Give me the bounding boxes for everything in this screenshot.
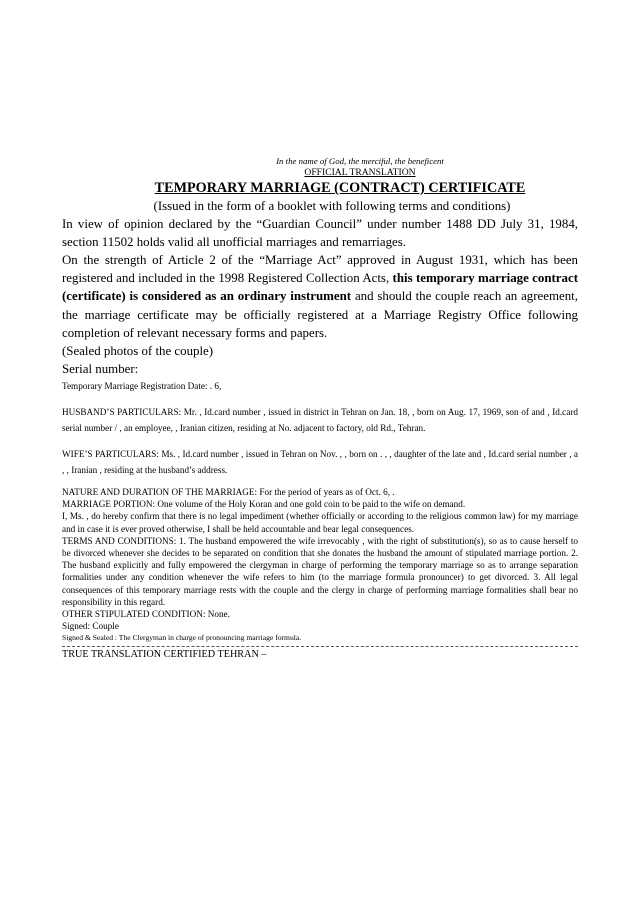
clergyman-signature: Signed & Sealed : The Clergyman in charge of pronouncing marriage formula. — [62, 633, 302, 643]
certificate-text — [62, 156, 578, 662]
marriage-act-paragraph — [62, 251, 578, 341]
dashed-divider — [62, 646, 578, 647]
certification-line: TRUE TRANSLATION CERTIFIED TEHRAN – — [62, 649, 267, 661]
marriage-portion: MARRIAGE PORTION: One volume of the Holy Koran and one gold coin to be paid to the wife on demand. — [62, 499, 466, 510]
husband-particulars: HUSBAND’S PARTICULARS: Mr. , Id.card number , issued in district in Tehran on Jan. 18, , born on Aug. 17, 1969, son of and , Id.card serial number / , an employee, , Iranian citizen, residing at No. adjacent to factory, old Rd., Tehran. — [62, 406, 578, 433]
terms-and-conditions: TERMS AND CONDITIONS: 1. The husband empowered the wife irrevocably , with the right of substitution(s), so as to cause herself to be divorced whenever she decides to be separated on condition that she donates the husband the amount of stipulated marriage portion. 2. The husband explicitly and fully empowered the clergyman in charge of performing the temporary marriage so as to arrange separation formalities under any condition whenever the wife refers to him (to the marriage formula pronouncer) to get divorced. 3. All legal consequences of this temporary marriage rests with the couple and the clergy in charge of performing marriage formalities shall bear no responsibility in this regard. — [62, 535, 578, 607]
serial-number-label: Serial number: — [62, 361, 139, 376]
wife-confirmation: I, Ms. , do hereby confirm that there is no legal impediment (whether officially or according to the religious common law) for my marriage and in case it is ever proved otherwise, I shall be held accountable and bear legal consequences. — [62, 511, 578, 534]
registration-date: Temporary Marriage Registration Date: . 6, — [62, 380, 222, 391]
sealed-photos-note: (Sealed photos of the couple) — [62, 343, 214, 358]
guardian-council-paragraph: In view of opinion declared by the “Guardian Council” under number 1488 DD July 31, 1984, section 11502 holds valid all unofficial marriages and remarriages. — [62, 217, 578, 250]
signed-couple: Signed: Couple — [62, 621, 119, 632]
invocation-line: In the name of God, the merciful, the beneficent — [276, 156, 444, 166]
other-conditions: OTHER STIPULATED CONDITION: None. — [62, 608, 230, 619]
marriage-act-text-bold: this temporary marriage contract (certificate) is considered as an ordinary instrument — [62, 271, 578, 304]
marriage-act-text-start: On the strength of Article 2 of the “Marriage Act” approved in August 1931, which has been registered and included in the 1998 Registered Collection Acts, — [62, 253, 578, 286]
marriage-act-text-end: and should the couple reach an agreement, the marriage certificate may be officially registered at a Marriage Registry Office following completion of relevant necessary forms and papers. — [62, 289, 578, 340]
document-subtitle: (Issued in the form of a booklet with following terms and conditions) — [153, 199, 511, 213]
wife-particulars: WIFE’S PARTICULARS: Ms. , Id.card number , issued in Tehran on Nov. , , born on . , , daughter of the late and , Id.card serial number , a , , Iranian , residing at the husband’s address. — [62, 448, 578, 475]
document-title: TEMPORARY MARRIAGE (CONTRACT) CERTIFICATE — [154, 180, 526, 196]
nature-duration: NATURE AND DURATION OF THE MARRIAGE: For the period of years as of Oct. 6, . — [62, 486, 395, 497]
official-translation-label: OFFICIAL TRANSLATION — [304, 167, 416, 178]
